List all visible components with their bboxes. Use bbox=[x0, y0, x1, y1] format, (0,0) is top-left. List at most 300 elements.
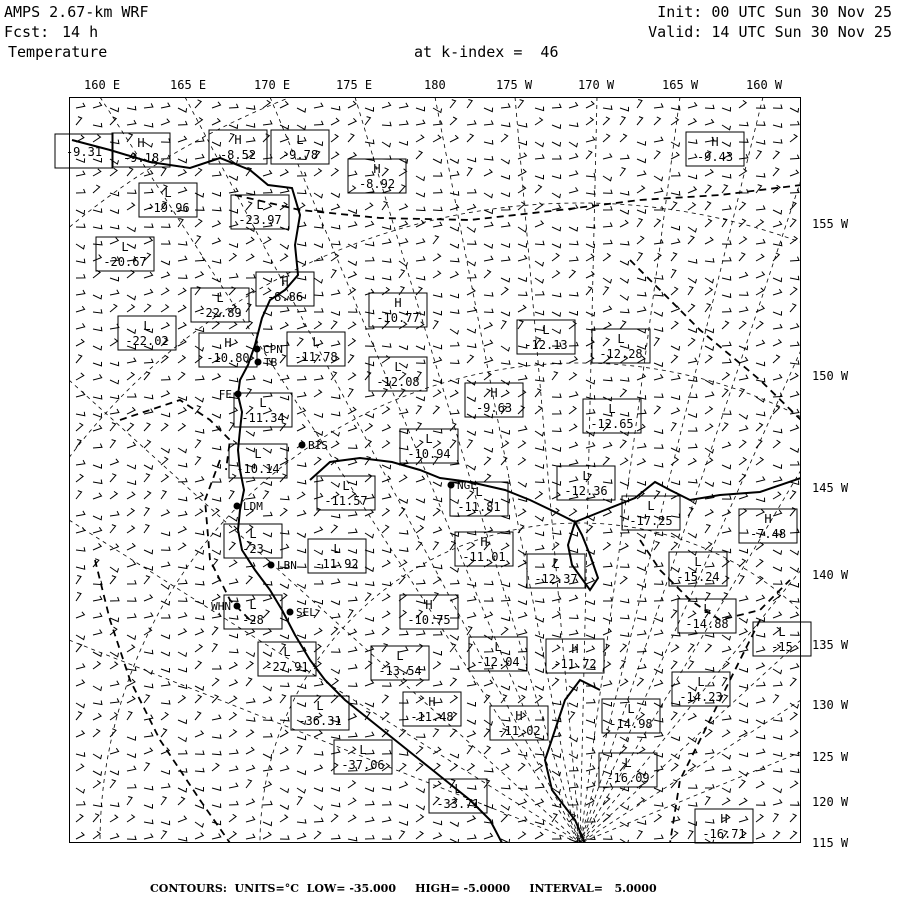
extremum-type: L bbox=[256, 198, 264, 212]
wind-barb bbox=[178, 478, 187, 482]
wind-barb bbox=[127, 784, 136, 788]
wind-barb bbox=[773, 139, 782, 143]
wind-barb bbox=[263, 697, 271, 703]
wind-barb bbox=[603, 240, 612, 244]
wind-barb bbox=[246, 816, 255, 822]
wind-barb bbox=[484, 270, 491, 278]
wind-barb bbox=[620, 321, 626, 329]
station-dot bbox=[234, 503, 241, 510]
wind-barb bbox=[484, 256, 493, 261]
wind-barb bbox=[76, 576, 81, 585]
wind-barb bbox=[348, 186, 356, 193]
wind-barb bbox=[416, 397, 425, 401]
wind-barb bbox=[297, 323, 306, 329]
wind-barb bbox=[246, 717, 255, 721]
wind-barb bbox=[246, 191, 255, 195]
wind-barb bbox=[518, 321, 523, 330]
wind-barb bbox=[654, 814, 661, 822]
station-label: LBN bbox=[277, 559, 297, 572]
extremum-type: L bbox=[608, 402, 616, 416]
wind-barb bbox=[331, 787, 340, 791]
wind-barb bbox=[501, 321, 506, 330]
wind-barb bbox=[365, 203, 373, 210]
wind-barb bbox=[722, 754, 731, 759]
wind-barb bbox=[688, 444, 697, 448]
wind-barb bbox=[246, 375, 255, 380]
wind-barb bbox=[161, 652, 170, 656]
wind-barb bbox=[76, 391, 85, 397]
wind-barb bbox=[93, 701, 102, 705]
extremum-value: -8.86 bbox=[266, 290, 304, 304]
wind-barb bbox=[671, 239, 680, 244]
wind-barb bbox=[229, 526, 237, 533]
extremum-type: L bbox=[396, 649, 404, 663]
wind-barb bbox=[178, 668, 187, 672]
wind-barb bbox=[93, 686, 102, 691]
wind-barb bbox=[654, 327, 663, 331]
wind-barb bbox=[552, 372, 558, 380]
wind-barb bbox=[722, 635, 731, 640]
wind-barb bbox=[280, 307, 289, 312]
wind-barb bbox=[688, 102, 697, 108]
wind-barb bbox=[620, 679, 628, 686]
forecast-hour: 14 h bbox=[62, 23, 99, 41]
wind-barb bbox=[161, 322, 169, 329]
wind-barb bbox=[416, 734, 425, 738]
wind-barb bbox=[365, 680, 374, 686]
wind-barb bbox=[331, 482, 340, 487]
wind-barb bbox=[76, 680, 84, 686]
wind-barb bbox=[76, 832, 84, 839]
wind-barb bbox=[195, 751, 204, 755]
wind-barb bbox=[637, 701, 646, 705]
wind-barb bbox=[195, 661, 201, 669]
wind-barb bbox=[484, 746, 490, 754]
wind-barb bbox=[110, 380, 119, 384]
wind-barb bbox=[212, 414, 221, 418]
wind-barb bbox=[773, 612, 781, 618]
wind-barb bbox=[756, 720, 765, 724]
wind-barb bbox=[535, 516, 544, 521]
wind-barb bbox=[773, 168, 779, 176]
wind-barb bbox=[450, 204, 459, 210]
wind-barb bbox=[280, 125, 289, 129]
wind-barb bbox=[110, 511, 119, 516]
wind-barb bbox=[569, 595, 578, 601]
wind-barb bbox=[569, 754, 578, 758]
wind-barb bbox=[705, 593, 710, 602]
wind-barb bbox=[773, 374, 782, 380]
wind-barb bbox=[348, 511, 357, 516]
wind-barb bbox=[161, 391, 169, 397]
wind-barb bbox=[365, 533, 374, 538]
wind-barb bbox=[348, 610, 353, 619]
wind-barb bbox=[178, 159, 187, 163]
wind-barb bbox=[365, 221, 374, 227]
wind-barb bbox=[450, 227, 459, 231]
wind-barb bbox=[161, 831, 167, 839]
wind-barb bbox=[314, 580, 323, 584]
wind-barb bbox=[110, 491, 117, 499]
wind-barb bbox=[790, 663, 799, 669]
wind-barb bbox=[280, 396, 289, 400]
wind-barb bbox=[501, 312, 510, 316]
wind-barb bbox=[552, 678, 559, 686]
wind-barb bbox=[722, 559, 729, 567]
wind-barb bbox=[76, 412, 85, 416]
wind-barb bbox=[416, 599, 425, 603]
level-index: at k-index = 46 bbox=[414, 43, 559, 61]
wind-barb bbox=[535, 799, 543, 805]
lon-label: 140 W bbox=[812, 568, 849, 582]
wind-barb bbox=[229, 253, 236, 261]
wind-barb bbox=[161, 635, 170, 639]
wind-barb bbox=[671, 306, 679, 312]
wind-barb bbox=[314, 193, 323, 198]
wind-barb bbox=[484, 429, 493, 433]
station-label: LDM bbox=[243, 500, 263, 513]
wind-barb bbox=[127, 580, 136, 584]
wind-barb bbox=[314, 477, 323, 482]
wind-barb bbox=[773, 253, 779, 261]
wind-barb bbox=[603, 797, 610, 805]
wind-barb bbox=[756, 646, 765, 652]
wind-barb bbox=[467, 543, 475, 551]
wind-barb bbox=[365, 732, 374, 737]
wind-barb bbox=[467, 746, 472, 755]
wind-barb bbox=[144, 289, 153, 295]
wind-barb bbox=[399, 261, 408, 266]
wind-barb bbox=[195, 100, 201, 108]
wind-barb bbox=[399, 831, 405, 839]
wind-barb bbox=[722, 798, 730, 805]
wind-barb bbox=[501, 651, 510, 655]
wind-barb bbox=[688, 784, 697, 788]
wind-barb bbox=[722, 359, 731, 363]
wind-barb bbox=[195, 712, 201, 720]
wind-barb bbox=[790, 632, 799, 636]
wind-barb bbox=[144, 465, 153, 469]
wind-barb bbox=[603, 190, 612, 194]
wind-barb bbox=[93, 102, 102, 108]
wind-barb bbox=[688, 413, 697, 417]
wind-barb bbox=[756, 509, 764, 516]
wind-barb bbox=[790, 567, 799, 572]
wind-barb bbox=[654, 394, 663, 398]
wind-barb bbox=[229, 801, 238, 805]
wind-barb bbox=[739, 272, 748, 278]
wind-barb bbox=[773, 355, 780, 363]
wind-barb bbox=[161, 770, 170, 774]
wind-barb bbox=[382, 494, 391, 499]
wind-barb bbox=[76, 664, 85, 670]
wind-barb bbox=[552, 175, 561, 179]
wind-barb bbox=[586, 136, 595, 142]
wind-barb bbox=[263, 448, 272, 453]
station-dot bbox=[287, 609, 294, 616]
wind-barb bbox=[263, 100, 270, 108]
wind-barb bbox=[586, 356, 594, 363]
extremum-value: -12.37 bbox=[534, 572, 578, 586]
extremum-value: -12.13 bbox=[524, 338, 568, 352]
wind-barb bbox=[348, 529, 357, 533]
wind-barb bbox=[382, 287, 389, 295]
wind-barb bbox=[790, 121, 799, 125]
wind-barb bbox=[756, 423, 763, 431]
wind-barb bbox=[586, 326, 595, 330]
wind-barb bbox=[212, 142, 221, 146]
wind-barb bbox=[722, 107, 731, 111]
wind-barb bbox=[127, 106, 136, 110]
wind-barb bbox=[671, 457, 678, 465]
wind-barb bbox=[705, 119, 714, 125]
wind-barb bbox=[93, 395, 102, 399]
wind-barb bbox=[569, 356, 577, 363]
wind-barb bbox=[756, 205, 765, 210]
wind-barb bbox=[484, 457, 491, 465]
wind-barb bbox=[246, 678, 252, 686]
wind-barb bbox=[127, 442, 136, 448]
wind-barb bbox=[416, 476, 425, 482]
wind-barb bbox=[535, 532, 544, 536]
wind-barb bbox=[76, 814, 83, 822]
wind-barb bbox=[212, 102, 221, 108]
wind-barb bbox=[195, 236, 201, 244]
wind-barb bbox=[178, 339, 186, 346]
extremum-value: -11.01 bbox=[462, 550, 506, 564]
wind-barb bbox=[331, 579, 340, 584]
wind-barb bbox=[297, 276, 306, 280]
lon-label: 125 W bbox=[812, 750, 849, 764]
wind-barb bbox=[518, 426, 527, 431]
wind-barb bbox=[467, 491, 473, 499]
wind-barb bbox=[501, 814, 507, 822]
station-dot bbox=[299, 442, 306, 449]
wind-barb bbox=[535, 221, 543, 227]
wind-barb bbox=[654, 542, 659, 551]
wind-barb bbox=[501, 175, 510, 179]
wind-barb bbox=[348, 747, 356, 754]
wind-barb bbox=[144, 123, 153, 127]
wind-barb bbox=[178, 241, 187, 245]
wind-barb bbox=[297, 424, 305, 431]
wind-barb bbox=[314, 493, 323, 499]
wind-barb bbox=[450, 329, 459, 334]
wind-barb bbox=[416, 805, 425, 810]
wind-barb bbox=[450, 666, 459, 670]
temperature-contours bbox=[95, 185, 801, 843]
wind-barb bbox=[756, 151, 761, 160]
wind-barb bbox=[110, 225, 119, 229]
extremum-type: H bbox=[764, 512, 772, 526]
wind-barb bbox=[518, 141, 527, 145]
wind-barb bbox=[93, 185, 100, 193]
wind-barb bbox=[705, 237, 713, 244]
wind-barb bbox=[603, 529, 612, 534]
wind-barb bbox=[501, 287, 508, 295]
wind-barb bbox=[467, 596, 476, 601]
wind-barb bbox=[756, 362, 765, 366]
wind-barb bbox=[195, 531, 204, 535]
wind-barb bbox=[263, 491, 269, 499]
wind-barb bbox=[569, 509, 577, 516]
wind-barb bbox=[416, 256, 425, 261]
wind-barb bbox=[535, 107, 544, 111]
model-title: AMPS 2.67-km WRF bbox=[4, 3, 149, 21]
wind-barb bbox=[178, 169, 186, 176]
wind-barb bbox=[586, 578, 594, 584]
wind-barb bbox=[399, 548, 408, 552]
wind-barb bbox=[756, 140, 765, 144]
wind-barb bbox=[382, 441, 390, 449]
wind-barb bbox=[773, 831, 780, 839]
wind-barb bbox=[552, 394, 561, 398]
wind-barb bbox=[569, 342, 578, 346]
wind-barb bbox=[586, 600, 595, 604]
wind-barb bbox=[348, 209, 357, 213]
wind-barb bbox=[178, 737, 187, 742]
wind-barb bbox=[212, 278, 221, 282]
wind-barb bbox=[76, 712, 82, 720]
extremum-value: -9.43 bbox=[696, 150, 734, 164]
extremum-value: -9.18 bbox=[122, 151, 160, 165]
wind-barb bbox=[127, 465, 136, 469]
wind-barb bbox=[501, 103, 510, 108]
wind-barb bbox=[280, 496, 289, 500]
wind-barb bbox=[127, 597, 136, 601]
wind-barb bbox=[161, 261, 170, 265]
wind-barb bbox=[178, 629, 186, 636]
wind-barb bbox=[518, 277, 527, 281]
wind-barb bbox=[76, 612, 84, 618]
wind-barb bbox=[195, 768, 204, 772]
wind-barb bbox=[161, 797, 166, 805]
wind-barb bbox=[399, 204, 407, 210]
extrema-labels bbox=[55, 130, 811, 843]
wind-barb bbox=[76, 244, 85, 249]
wind-barb bbox=[93, 464, 102, 468]
wind-barb bbox=[603, 117, 609, 125]
wind-barb bbox=[484, 156, 493, 160]
wind-barb bbox=[416, 678, 423, 686]
wind-barb bbox=[178, 837, 187, 841]
wind-barb bbox=[382, 407, 390, 414]
wind-barb bbox=[348, 798, 356, 805]
extremum-type: H bbox=[234, 133, 242, 147]
wind-barb bbox=[654, 491, 660, 499]
wind-barb bbox=[433, 222, 442, 227]
wind-barb bbox=[501, 805, 510, 810]
wind-barb bbox=[297, 788, 306, 793]
wind-barb bbox=[671, 754, 680, 759]
wind-barb bbox=[76, 731, 84, 738]
wind-barb bbox=[450, 695, 457, 703]
wind-barb bbox=[280, 695, 286, 703]
wind-barb bbox=[76, 527, 85, 533]
wind-barb bbox=[280, 835, 289, 839]
station-label: FE bbox=[218, 388, 232, 401]
wind-barb bbox=[671, 346, 680, 350]
wind-barb bbox=[331, 193, 340, 197]
wind-barb bbox=[705, 667, 714, 671]
wind-barb bbox=[705, 346, 714, 350]
wind-barb bbox=[331, 749, 340, 754]
wind-barb bbox=[603, 702, 612, 706]
wind-barb bbox=[433, 172, 442, 176]
wind-barb bbox=[348, 322, 356, 329]
wind-barb bbox=[246, 123, 255, 127]
wind-barb bbox=[110, 238, 118, 244]
extremum-value: -10.14 bbox=[236, 462, 280, 476]
wind-barb bbox=[450, 390, 458, 397]
station-label: CPN bbox=[263, 343, 283, 356]
extremum-type: L bbox=[283, 645, 291, 659]
wind-barb bbox=[450, 294, 459, 298]
wind-barb bbox=[246, 698, 255, 703]
wind-barb bbox=[620, 261, 629, 265]
wind-barb bbox=[280, 765, 289, 771]
wind-barb bbox=[790, 831, 797, 839]
wind-barb bbox=[722, 495, 731, 499]
wind-barb bbox=[535, 446, 544, 450]
extremum-value: -33.71 bbox=[436, 797, 480, 811]
wind-barb bbox=[688, 427, 697, 431]
wind-barb bbox=[705, 563, 714, 568]
wind-barb bbox=[586, 190, 595, 194]
wind-barb bbox=[450, 380, 459, 384]
wind-barb bbox=[637, 307, 646, 312]
wind-barb bbox=[246, 274, 255, 278]
wind-barb bbox=[773, 510, 782, 516]
wind-barb bbox=[212, 644, 217, 653]
wind-barb bbox=[722, 593, 728, 601]
wind-barb bbox=[399, 287, 404, 296]
wind-barb bbox=[263, 782, 271, 789]
wind-barb bbox=[246, 448, 255, 452]
wind-barb bbox=[467, 720, 476, 724]
extremum-value: -23.97 bbox=[238, 213, 282, 227]
wind-barb bbox=[773, 492, 781, 499]
wind-barb bbox=[722, 788, 731, 792]
wind-barb bbox=[790, 814, 796, 822]
wind-barb bbox=[280, 508, 287, 516]
wind-barb bbox=[586, 719, 595, 723]
wind-barb bbox=[501, 627, 508, 635]
wind-barb bbox=[620, 576, 627, 584]
wind-barb bbox=[161, 413, 170, 417]
wind-barb bbox=[467, 465, 476, 470]
wind-barb bbox=[790, 287, 797, 295]
wind-barb bbox=[144, 395, 153, 399]
wind-barb bbox=[144, 820, 153, 824]
wind-barb bbox=[399, 475, 407, 482]
wind-barb bbox=[671, 737, 680, 741]
wind-barb bbox=[756, 814, 763, 822]
wind-barb bbox=[467, 158, 476, 162]
wind-barb bbox=[110, 168, 117, 176]
wind-barb bbox=[688, 259, 697, 263]
lon-label: 175 W bbox=[496, 78, 533, 92]
wind-barb bbox=[195, 272, 203, 279]
wind-barb bbox=[501, 123, 510, 127]
wind-barb bbox=[195, 686, 204, 690]
wind-barb bbox=[178, 652, 187, 656]
wind-barb bbox=[76, 801, 85, 805]
wind-barb bbox=[263, 204, 271, 210]
wind-barb bbox=[603, 134, 610, 142]
wind-barb bbox=[348, 407, 356, 414]
extremum-value: -13.54 bbox=[378, 664, 422, 678]
